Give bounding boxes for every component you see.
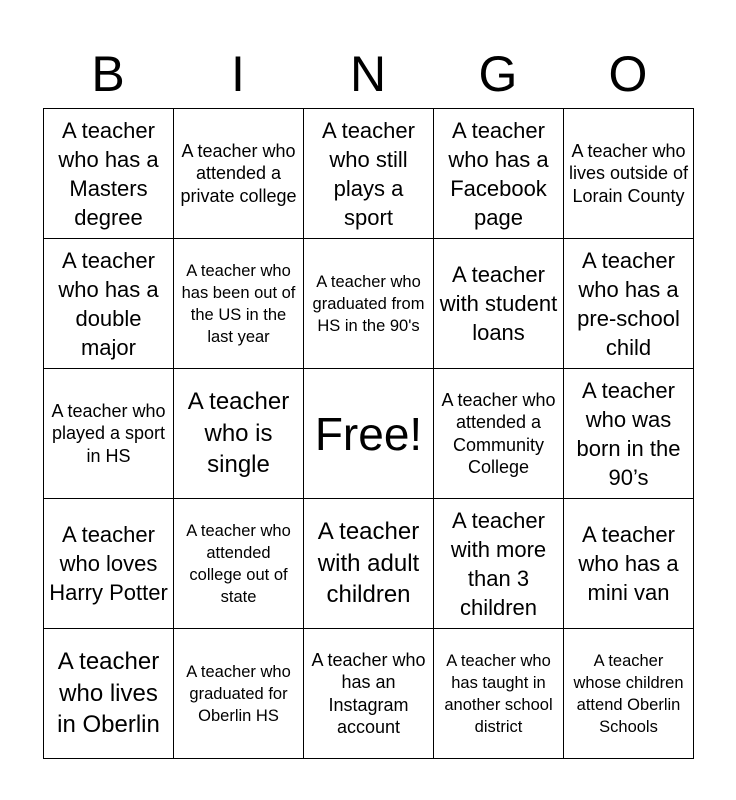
bingo-cell: [434, 239, 564, 369]
free-space-text: Free!: [314, 407, 423, 460]
cell-text: A teacher who has a double major: [58, 247, 159, 360]
bingo-cell: [174, 369, 304, 499]
cell-text: A teacher who graduated for Oberlin HS: [186, 662, 291, 725]
header-letter-g: G: [478, 46, 518, 102]
bingo-cell: [174, 629, 304, 759]
header-letter-b: B: [91, 46, 125, 102]
bingo-cell: [44, 629, 174, 759]
board-row-4: [44, 499, 694, 629]
bingo-cell: [304, 499, 434, 629]
cell-text: A teacher who loves Harry Potter: [49, 522, 168, 605]
cell-text: A teacher who still plays a sport: [322, 117, 415, 230]
free-cell: [304, 369, 434, 499]
bingo-cell: [44, 239, 174, 369]
cell-text: A teacher who has an Instagram account: [311, 649, 426, 737]
board-row-3: [44, 369, 694, 499]
cell-text: A teacher with student loans: [439, 262, 558, 345]
bingo-cell: [434, 499, 564, 629]
cell-text: A teacher with more than 3 children: [450, 507, 547, 620]
cell-text: A teacher who has a mini van: [578, 522, 679, 605]
cell-text: A teacher who played a sport in HS: [51, 400, 166, 466]
board-row-5: [44, 629, 694, 759]
bingo-cell: [174, 239, 304, 369]
bingo-board: [43, 108, 694, 759]
cell-text: A teacher who attended a Community College: [441, 389, 556, 477]
header-letter-o: O: [608, 46, 648, 102]
cell-text: A teacher who lives in Oberlin: [57, 648, 160, 739]
header-letter-n: N: [349, 46, 387, 102]
bingo-cell: [304, 629, 434, 759]
cell-text: A teacher who has a Masters degree: [58, 117, 159, 230]
cell-text: A teacher who is single: [187, 388, 290, 479]
cell-text: A teacher who has a Facebook page: [448, 117, 549, 230]
cell-text: A teacher who lives outside of Lorain County: [568, 140, 689, 206]
bingo-cell: [434, 629, 564, 759]
bingo-cell: [44, 499, 174, 629]
bingo-cell: [44, 369, 174, 499]
bingo-cell: [564, 499, 694, 629]
cell-text: A teacher with adult children: [317, 518, 420, 609]
bingo-cell: [434, 109, 564, 239]
cell-text: A teacher who attended a private college: [180, 140, 297, 206]
cell-text: A teacher who has taught in another school district: [444, 651, 553, 736]
cell-text: A teacher who was born in the 90’s: [576, 377, 681, 490]
bingo-cell: [304, 239, 434, 369]
bingo-cell: [564, 239, 694, 369]
board-row-1: [44, 109, 694, 239]
bingo-cell: [304, 109, 434, 239]
cell-text: A teacher who has been out of the US in the last year: [181, 261, 296, 346]
cell-text: A teacher who graduated from HS in the 90's: [312, 272, 425, 335]
cell-text: A teacher whose children attend Oberlin Schools: [573, 651, 684, 736]
bingo-cell: [44, 109, 174, 239]
bingo-cell: [174, 109, 304, 239]
bingo-header: [43, 40, 693, 108]
bingo-cell: [434, 369, 564, 499]
bingo-cell: [564, 369, 694, 499]
board-row-2: [44, 239, 694, 369]
cell-text: A teacher who has a pre-school child: [577, 247, 680, 360]
header-letter-i: I: [231, 46, 245, 102]
bingo-cell: [174, 499, 304, 629]
bingo-cell: [564, 629, 694, 759]
cell-text: A teacher who attended college out of state: [186, 521, 291, 606]
bingo-cell: [564, 109, 694, 239]
